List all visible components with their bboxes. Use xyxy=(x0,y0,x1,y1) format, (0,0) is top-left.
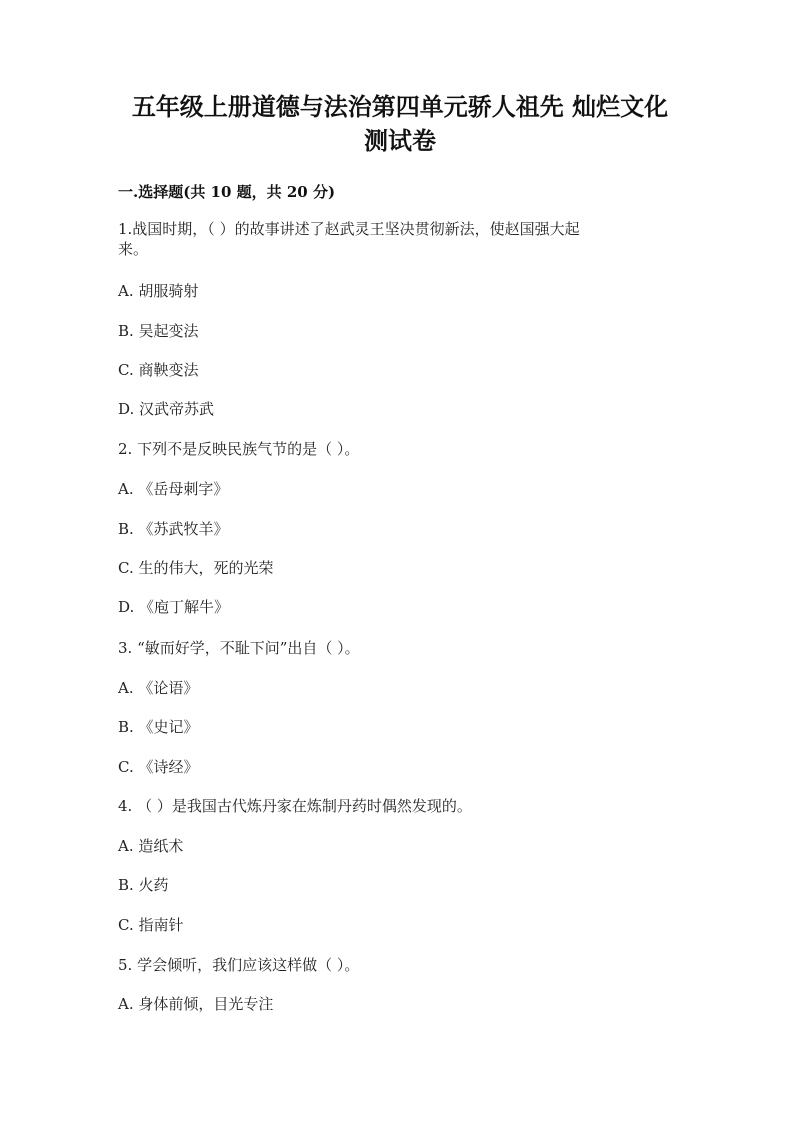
question-4-option-a: A. 造纸术 xyxy=(118,837,184,855)
question-1-option-b: B. 吴起变法 xyxy=(118,322,199,340)
question-1-option-d: D. 汉武帝苏武 xyxy=(118,400,215,418)
question-3-option-c: C. 《诗经》 xyxy=(118,758,199,776)
question-4-option-b: B. 火药 xyxy=(118,876,169,894)
question-2-stem: 2. 下列不是反映民族气节的是（ ）。 xyxy=(118,440,360,458)
question-1-stem-line-2: 来。 xyxy=(118,240,149,258)
question-5-option-a: A. 身体前倾，目光专注 xyxy=(118,995,274,1013)
question-2-option-a: A. 《岳母刺字》 xyxy=(118,480,229,498)
question-1-option-a: A. 胡服骑射 xyxy=(118,282,199,300)
title-line-2: 测试卷 xyxy=(364,126,436,155)
question-1-stem-line-1: 1.战国时期，（ ）的故事讲述了赵武灵王坚决贯彻新法，使赵国强大起 xyxy=(118,220,580,238)
question-1-option-c: C. 商鞅变法 xyxy=(118,361,199,379)
question-5-stem: 5. 学会倾听，我们应该这样做（ ）。 xyxy=(118,956,360,974)
question-2-option-b: B. 《苏武牧羊》 xyxy=(118,520,229,538)
question-3-stem: 3. “敏而好学，不耻下问”出自（ ）。 xyxy=(118,639,360,657)
question-4-option-c: C. 指南针 xyxy=(118,916,184,934)
question-3-option-a: A. 《论语》 xyxy=(118,679,199,697)
section-heading: 一.选择题(共 10 题，共 20 分) xyxy=(118,183,336,201)
question-4-stem: 4. （ ）是我国古代炼丹家在炼制丹药时偶然发现的。 xyxy=(118,797,472,815)
question-2-option-d: D. 《庖丁解牛》 xyxy=(118,598,230,616)
question-2-option-c: C. 生的伟大，死的光荣 xyxy=(118,559,274,577)
page-title xyxy=(100,90,700,158)
question-3-option-b: B. 《史记》 xyxy=(118,718,199,736)
title-line-1: 五年级上册道德与法治第四单元骄人祖先 灿烂文化 xyxy=(131,92,669,121)
